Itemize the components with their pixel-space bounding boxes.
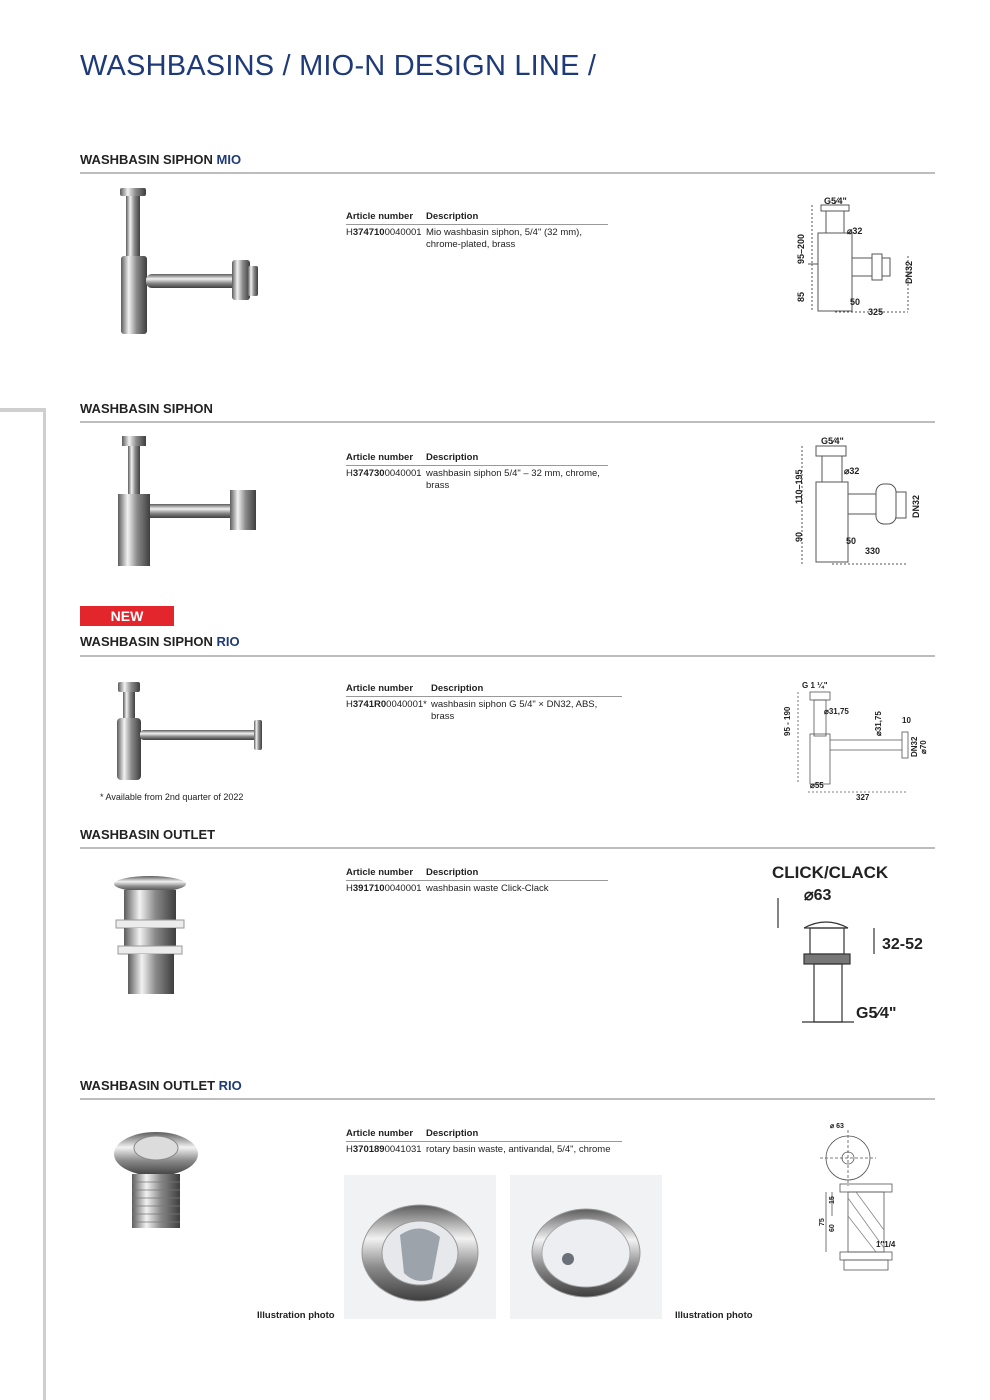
illustration-photo-1 [344,1175,496,1319]
col-description-header: Description [426,1128,479,1139]
dim-range: 32-52 [882,936,923,953]
col-description-header: Description [426,452,479,463]
article-table [346,211,608,251]
dim-50: 50 [846,536,857,546]
dim-327: 327 [856,793,870,802]
dim-60: 60 [829,1224,836,1232]
dim-330: 330 [865,546,881,556]
col-article-header: Article number [346,1128,414,1139]
section-title-text: WASHBASIN SIPHON [80,634,217,649]
col-description-header: Description [426,867,479,878]
dim-diameter: ⌀32 [847,226,863,236]
dim-height-range: 95 - 190 [783,706,792,736]
siphon-mio-dimension-drawing [788,192,918,322]
siphon-mio-photo [110,186,270,336]
section-divider [80,1098,935,1100]
section-divider [80,847,935,849]
section-title-highlight: MIO [216,152,242,167]
section-title-siphon-mio [80,152,241,167]
section-title-text: WASHBASIN SIPHON [80,152,217,167]
dim-diameter-63: ⌀63 [804,887,832,904]
dim-height: 90 [794,531,804,542]
article-number: H3701890041031 [346,1144,422,1155]
dim-thread: G5⁄4" [856,1005,897,1022]
article-table [346,452,608,492]
article-table [346,1128,622,1156]
page-title: WASHBASINS / MIO-N DESIGN LINE / [80,50,597,82]
new-badge: NEW [80,606,174,626]
article-row [346,697,622,723]
article-number: H3917100040001 [346,883,422,894]
article-table [346,683,622,723]
article-description: Mio washbasin siphon, 5/4" (32 mm), chrome-plated, brass [426,227,582,250]
article-row [346,881,608,895]
dim-height-range: 110–195 [794,469,804,504]
col-description-header: Description [426,211,479,222]
section-title-highlight: RIO [216,634,240,649]
siphon-photo [110,434,270,574]
dim-diameter-63: ⌀ 63 [830,1123,844,1130]
dim-15: 15 [829,1196,836,1204]
dim-diameter-a: ⌀31,75 [824,707,849,716]
click-clack-label: CLICK/CLACK [772,863,889,882]
outlet-click-clack-dimension-drawing [768,858,938,1028]
dim-dn: DN32 [910,736,919,757]
article-number: H3747100040001 [346,227,422,238]
illustration-caption: Illustration photo [675,1310,753,1321]
section-divider [80,172,935,174]
section-title-text: WASHBASIN SIPHON [80,401,213,416]
article-row [346,466,608,492]
page-edge-tab [0,408,46,1400]
dim-height-range: 95–200 [796,233,806,264]
article-number: H3747300040001 [346,468,422,479]
availability-footnote: * Available from 2nd quarter of 2022 [100,792,244,802]
dim-325: 325 [868,307,884,317]
dim-diameter: ⌀32 [844,466,860,476]
section-divider [80,421,935,423]
col-description-header: Description [431,683,484,694]
illustration-caption: Illustration photo [257,1310,335,1321]
illustration-photo-2 [510,1175,662,1319]
col-article-header: Article number [346,211,414,222]
dim-10: 10 [902,716,911,725]
col-article-header: Article number [346,683,414,694]
article-description: washbasin siphon 5/4" – 32 mm, chrome, brass [426,468,600,491]
siphon-rio-dimension-drawing [778,676,928,806]
dim-75: 75 [819,1218,826,1226]
section-title-outlet-rio [80,1078,242,1093]
outlet-rio-dimension-drawing [810,1118,910,1298]
dim-diameter-70: ⌀70 [919,740,928,754]
article-table [346,867,608,895]
siphon-dimension-drawing [788,432,928,572]
section-divider [80,655,935,657]
dim-diameter-b: ⌀31,75 [874,711,883,736]
section-title-highlight: RIO [218,1078,242,1093]
section-title-text: WASHBASIN OUTLET [80,827,216,842]
article-row [346,225,608,251]
outlet-click-clack-photo [110,874,190,998]
dim-thread: 1"1/4 [876,1240,896,1249]
col-article-header: Article number [346,452,414,463]
dim-thread: G 1 ¼" [802,681,828,690]
dim-dn: DN32 [904,260,914,284]
dim-diameter-55: ⌀55 [810,781,824,790]
col-article-header: Article number [346,867,414,878]
article-row [346,1142,622,1156]
section-title-siphon-rio [80,634,240,649]
article-description: washbasin waste Click-Clack [426,883,549,894]
dim-50: 50 [850,297,861,307]
section-title-outlet [80,827,215,842]
article-number: H3741R00040001* [346,699,427,710]
dim-thread: G5⁄4" [821,436,844,446]
siphon-rio-photo [108,680,268,784]
section-title-text: WASHBASIN OUTLET [80,1078,219,1093]
article-description: rotary basin waste, antivandal, 5/4", chrome [426,1144,611,1155]
article-description: washbasin siphon G 5/4" × DN32, ABS, brass [431,699,598,722]
section-title-siphon [80,401,213,416]
dim-dn: DN32 [911,494,921,518]
dim-height: 85 [796,291,806,302]
outlet-rio-photo [112,1128,202,1232]
dim-thread: G5⁄4" [824,196,847,206]
